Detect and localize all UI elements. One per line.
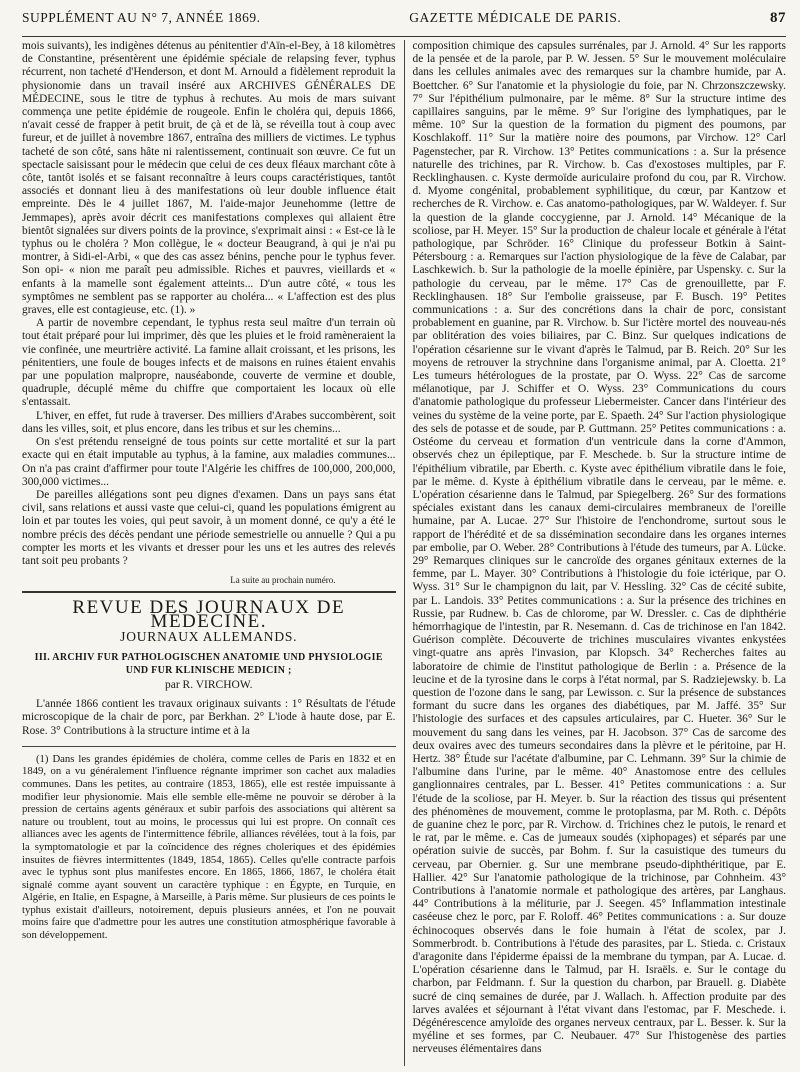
section-separator [22, 591, 396, 593]
footnote-rule [22, 746, 396, 747]
page-header [22, 10, 786, 32]
byline: par R. VIRCHOW. [164, 678, 253, 691]
section-subtitle: JOURNAUX ALLEMANDS. [120, 628, 298, 644]
continuation-note: La suite au prochain numéro. [230, 575, 336, 586]
footnote: (1) Dans les grandes épidémies de choléra, comme celles de Paris en 1832 et en 1849, on a vu généralement l'influence régnante imprimer son cachet aux maladies communes. Dans les petites, au contraire (1853, 1865), elle est restée impuissante à modifier leur physionomie. Mais elle semble elle-même ne pouvoir se dérober à la pression de certains agents généraux et subir parfois des associations qui altèrent sa nature ou troublent, tout au moins, le processus qui lui est propre. On connaît ces alliances avec les agents de l'intermittence fébrile, alliances révélées, tout à la fois, par la symptomatologie et par la coïncidence des régnes choleriques et des épidémies insuites de fièvres intermittentes (1849, 1854, 1865). Celles qu'elle contracte parfois avec le typhus sont plus manifestes encore. En 1865, 1866, 1867, le choléra était signalé comme ayant souvent un caractère typhique : en Égypte, en Turquie, en Algérie, en Italie, en Espagne, à Marseille, à Paris même. Sur plusieurs de ces points le typhus existait d'ailleurs, notoirement, depuis plusieurs années, et l'on ne pouvait moins faire que d'admettre pour les autres une constitution atmosphérique favorable à son développement. [22, 752, 396, 942]
right-column [404, 40, 787, 1066]
journal-heading: III. ARCHIV FUR PATHOLOGISCHEN ANATOMIE UND PHYSIOLOGIE UND FUR KLINISCHE MEDICIN ; [34, 651, 383, 676]
article-paragraph: mois suivants), les indigènes détenus au pénitentier d'Aïn-el-Bey, à 18 kilomètres de Constantine, présentèrent une épidémie spéciale de relapsing fever, typhus récurrent, non tacheté d'Henderson, et dont M. Arnould a fidèlement reproduit la physionomie dans un travail inséré aux ARCHIVES GÉNÉRALES DE MÉDECINE, sous le titre de typhus à rechutes. Au mois de mars suivant commença une petite épidémie de rougeole. Enfin le choléra qui, depuis 1866, n'avait cessé de frapper à petit bruit, de çà et de là, se réveilla tout à coup avec fureur, et de juillet à novembre 1867, entraîna des milliers de victimes. Le typhus tacheté de son côté, sans hâte ni ralentissement, continuait son œuvre. Ce fut un spectacle saisissant pour le médecin que celui de ces deux fléaux marchant côte à côte, tantôt isolés et se faisant reconnaître à leurs coups caractéristiques, tantôt associés et donnant lieu à des manifestations où leur double influence était empreinte. Dès le 4 juillet 1867, M. l'aide-major Jeunehomme (lettre de Jemmapes), après avoir décrit ces manifestations complexes qui allaient être bientôt signalées sur divers points de la province, s'exprimait ainsi : « Est-ce là le typhus ou le choléra ? Mon collègue, le « docteur Beaugrand, à qui je n'ai pu montrer, à Sidi-el-Arbi, « que des cas assez bénins, penche pour le typhus fever. Son opi- « nion me paraît peu admissible. Riches et pauvres, vieillards et « enfants à la mamelle sont également atteints... D'un autre côté, « tous les symptômes ne semblent pas se rapporter au choléra... « L'affection est des plus graves, elle est contagieuse, etc. (1). » [22, 40, 396, 317]
header-rule [22, 36, 786, 37]
columns [22, 40, 786, 1066]
article-paragraph: A partir de novembre cependant, le typhus resta seul maître d'un terrain où tout était préparé pour lui imprimer, dès que les pluies et le froid ramèneraient la vie confinée, une meurtrière activité. La famine allait croissant, et les prisons, les pénitentiers, une foule de bouges infects et de maisons en ruines étaient envahis par une population malpropre, nauséabonde, couverte de vermine et double, quadruple, décuplé même du chiffre que comportaient les locaux où elle s'entassait. [22, 317, 396, 409]
review-text: composition chimique des capsules surrénales, par J. Arnold. 4° Sur les rapports de la pensée et de la parole, par P. W. Jessen. 5° Sur le mouvement moléculaire dans les cellules animales avec des remarques sur la chambre humide, par A. Boettcher. 6° Sur l'anatomie et la physiologie du foie, par N. Chrzonszczewsky. 7° Sur l'épithélium pulmonaire, par le même. 8° Sur la structure intime des capillaires sanguins, par le même. 9° Sur l'origine des lymphatiques, par le même. 10° Sur la question de la formation du pigment des poumons, par Koschlakoff. 11° Sur la matière noire des poumons, par Virchow. 12° Carl Pagenstecher, par R. Virchow. 13° Petites communications : a. Sur la présence naturelle des trichines, par R. Virchow. b. Cas d'exostoses multiples, par F. Recklinghausen. c. Kyste dermoïde auriculaire profond du cou, par R. Virchow. d. Myome congénital, probablement syphilitique, du cœur, par Kantzow et recherches de R. Virchow. e. Cas anatomo-pathologiques, par W. Waldeyer. f. Sur la question de la glande coccygienne, par J. Arnold. 14° Mécanique de la scoliose, par H. Meyer. 15° Sur la production de chaleur locale et générale à l'état pathologique, par Schröder. 16° Clinique du professeur Botkin à Saint-Pétersbourg : a. Remarques sur l'action physiologique de la fève de Calabar, par Laschkewich. b. Sur la pathologie de la moelle épinière, par Uspensky. c. Sur la pathologie du cerveau, par le même. 17° Cas de grenouillette, par F. Recklinghausen. 18° Sur l'embolie graisseuse, par F. Busch. 19° Petites communications : a. Sur des concrétions dans la chair de porc, consistant probablement en guanine, par R. Virchow. b. Sur l'ictère mortel des nouveau-nés par oblitération des voies biliaires, par C. Binz. Sur quelques indications de l'opération césarienne sur le vivant d'après le Talmud, par B. Reich. 20° Sur les moyens de retrouver la strychnine dans l'organisme animal, par A. Cloetta. 21° Les tumeurs hétérologues de la prostate, par O. Wyss. 22° Cas de sarcome mélanotique, par J. Schiffer et O. Wyss. 23° Communications du cours d'anatomie pathologique du professeur Liebermeister. Cancer dans l'intérieur des veines du système de la veine porte, par E. Spaeth. 24° Sur l'action physiologique des sels de potasse et de soude, par P. Guttmann. 25° Petites communications : a. Ostéome du cerveau et formation d'un ventricule dans la corne d'Ammon, observés chez un épileptique, par F. Meschede. b. Sur la structure intime de l'épithélium vibratile, par Eberth. c. Kyste avec épithélium vibratile dans le foie, par le même. d. Kyste à épithélium vibratile dans le cerveau, par le même. e. L'opération césarienne dans le Talmud, par Spiegelberg. 26° Sur des formations spéciales existant dans les canaux demi-circulaires membraneux de l'oreille humaine, par A. Lucae. 27° Sur l'histoire de l'enchondrome, surtout sous le rapport de l'hérédité et de sa dissémination secondaire dans les organes internes par embolie, par O. Weber. 28° Contributions à l'étude des tumeurs, par A. Lücke. 29° Remarques cliniques sur le cancroïde des organes génitaux externes de la femme, par L. Mayer. 30° Contributions à l'histologie du foie ictérique, par O. Wyss. 31° Sur le champignon du lait, par V. Hessling. 32° Cas de cécité subite, par L. Landois. 33° Petites communications : a. Sur la présence des trichines en Russie, par Rudnew. b. Cas de chlorome, par W. Dressler. c. Cas de diphthérie hémorrhagique de l'intestin, par R. Nesemann. d. Cas de trichinose en l'an 1842. Guérison complète. Découverte de trichines musculaires vivantes enkystées vingt-quatre ans après l'invasion, par Klopsch. 34° Recherches faites au laboratoire de chimie de l'institut pathologique de Berlin : a. Présence de la leucine et de la tyrosine dans le corps à l'état normal, par S. Radziejewsky. b. La question de l'ozone dans le sang, par Lewisson. c. Sur la présence de substances formant du sucre dans les organes des diabétiques, par M. Jaffé. 35° Sur l'histologie des surfaces et des capsules articulaires, par C. Hueter. 36° Sur le mouvement du sang dans les veines, par H. Jacobson. 37° Cas de sarcome des deux ovaires avec des tumeurs secondaires dans la plèvre et le péritoine, par H. Hertz. 38° Étude sur l'acétate d'albumine, par C. Lehmann. 39° Sur la chimie de l'albumine dans l'urine, par le même. 40° Anastomose entre des cellules ganglionnaires centrales, par L. Besser. 41° Petites communications : a. Sur l'étude de la scoliose, par H. Meyer. b. Sur la réaction des tissus qui présentent des phénomènes de mouvement, comme le protoplasma, par M. Roth. c. Dépôts de guanine chez le porc, par R. Virchow. d. Trichines chez le putois, le renard et le rat, par le même. e. Cas de jumeaux soudés (xiphopages) et séparés par une opération suivie de succès, par Bohm. f. Sur la casuistique des tumeurs du cerveau, par Obernier. g. Sur une membrane pseudo-diphthéritique, par E. Hallier. 42° Sur l'anatomie pathologique de la trichinose, par Cohnheim. 43° Contributions à l'anatomie normale et pathologique des artères, par Langhaus. 44° Contributions à la méliturie, par J. Seegen. 45° Inflammation intestinale caséeuse chez le porc, par F. Roloff. 46° Petites communications : a. Sur douze échinocoques observés dans le foie humain à l'état de scolex, par J. Sommerbrodt. b. Contributions à l'étude des parasites, par L. Stieda. c. Cristaux d'aragonite dans l'épiderme épaissi de la membrane du tympan, par A. Lucae. d. L'opération césarienne dans le Talmud, par H. Israëls. e. Sur le contage du charbon, par Feldmann. f. Sur la question du charbon, par Brauell. g. Diabète sucré de cinq semaines de durée, par J. Wallach. h. Affection produite par des larves avalées et séjournant à l'état vivant dans l'estomac, par F. Meschede. i. Dégénérescence amyloïde des organes nerveux centraux, par L. Besser. k. Sur la myéline et ses formes, par C. Neubauer. 47° Sur l'histogenèse des parties nerveuses élémentaires dans [412, 40, 786, 1056]
article-paragraph: De pareilles allégations sont peu dignes d'examen. Dans un pays sans état civil, sans relations et aussi vaste que celui-ci, quand les populations émigrent au loin et par toutes les voies, qui peut savoir, à un moment donné, ce qu'y a été le nombre précis des décès pendant une période semestrielle ou annuelle ? Qui a pu compter les morts et les vivants et dresser pour les uns et les autres des relevés tant soit peu probants ? [22, 488, 396, 567]
page-number: 87 [769, 10, 786, 26]
left-column [22, 40, 404, 1066]
article-paragraph: On s'est prétendu renseigné de tous points sur cette mortalité et sur la part exacte qui en était imputable au typhus, à la famine, aux maladies communes... On n'a pas craint d'affirmer pour toute l'Algérie les chiffres de 100,000, 200,000, 300,000 victimes... [22, 436, 396, 488]
section-title: REVUE DES JOURNAUX DE MÉDECINE. [72, 597, 346, 632]
article-paragraph: L'hiver, en effet, fut rude à traverser. Des milliers d'Arabes succombèrent, soit dans les villes, soit, et plus encore, dans les tribus et sur les chemins... [22, 409, 396, 435]
header-journal-title: GAZETTE MÉDICALE DE PARIS. [409, 10, 622, 25]
header-supplement: SUPPLÉMENT AU N° 7, ANNÉE 1869. [22, 10, 261, 25]
intro-paragraph: L'année 1866 contient les travaux originaux suivants : 1° Résultats de l'étude microscopique de la chair de porc, par Berkhan. 2° L'iode à haute dose, par E. Rose. 3° Contributions à la structure intime et à la [22, 698, 396, 737]
